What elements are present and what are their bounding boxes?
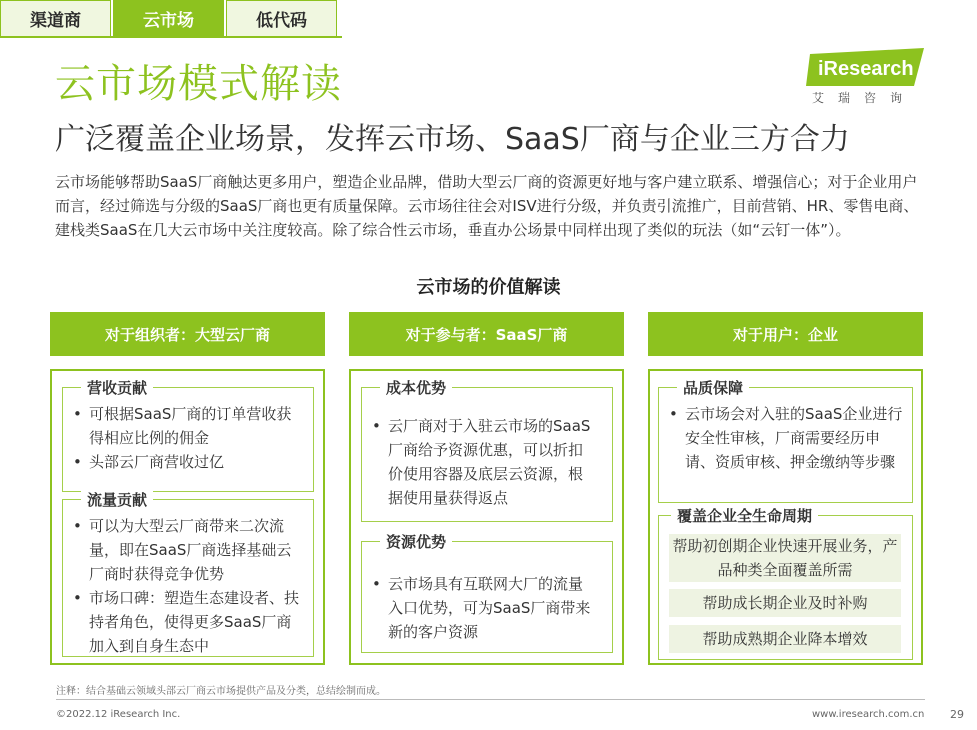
footer-divider: [56, 699, 925, 700]
resource-box: [361, 533, 613, 653]
quality-box: [658, 379, 913, 503]
column-header-user: 对于用户：企业: [648, 312, 923, 356]
page-number: 29: [950, 708, 964, 721]
lifecycle-title: 覆盖企业全生命周期: [671, 505, 818, 526]
cost-bullets: [368, 414, 592, 510]
column-organizer: [50, 369, 325, 665]
revenue-title: 营收贡献: [81, 377, 153, 398]
top-tabs: [0, 0, 339, 38]
logo-text: iResearch: [818, 58, 914, 80]
iresearch-logo: [806, 48, 928, 108]
tab-channel[interactable]: 渠道商: [0, 0, 111, 37]
lifecycle-item-startup: 帮助初创期企业快速开展业务，产品种类全面覆盖所需: [669, 534, 901, 582]
tab-low-code[interactable]: 低代码: [226, 0, 337, 37]
revenue-bullets: [69, 402, 297, 474]
tab-cloud-market[interactable]: 云市场: [113, 0, 224, 37]
intro-paragraph: 云市场能够帮助SaaS厂商触达更多用户，塑造企业品牌，借助大型云厂商的资源更好地与客户建立联系、增强信心；对于企业用户而言，经过筛选与分级的SaaS厂商也更有质量保障。云市场往往会对ISV进行分级，并负责引流推广，目前营销、HR、零售电商、建栈类SaaS在几大云市场中关注度较高。除了综合性云市场，垂直办公场景中同样出现了类似的玩法（如“云钉一体”）。: [55, 173, 919, 239]
resource-title: 资源优势: [380, 531, 452, 552]
list-item: • 云市场具有互联网大厂的流量入口优势，可为SaaS厂商带来新的客户资源: [368, 572, 592, 644]
page-subtitle: 广泛覆盖企业场景，发挥云市场、SaaS厂商与企业三方合力: [55, 122, 850, 157]
list-item: • 头部云厂商营收过亿: [69, 450, 297, 474]
footnote: 注释：结合基础云领域头部云厂商云市场提供产品及分类，总结绘制而成。: [56, 686, 386, 697]
tab-underline: [0, 36, 342, 38]
resource-bullets: [368, 572, 592, 644]
list-item: • 市场口碑：塑造生态建设者、扶持者角色，使得更多SaaS厂商加入到自身生态中: [69, 586, 305, 658]
cost-box: [361, 379, 613, 522]
website-link[interactable]: www.iresearch.com.cn: [812, 709, 925, 720]
column-header-organizer: 对于组织者：大型云厂商: [50, 312, 325, 356]
logo-cn-text: 艾瑞咨询: [812, 91, 917, 105]
traffic-bullets: [69, 514, 305, 658]
list-item: • 云市场会对入驻的SaaS企业进行安全性审核，厂商需要经历申请、资质审核、押金缴纳等步骤: [665, 402, 905, 474]
list-item: • 可以为大型云厂商带来二次流量，即在SaaS厂商选择基础云厂商时获得竞争优势: [69, 514, 305, 586]
lifecycle-item-mature: 帮助成熟期企业降本增效: [669, 625, 901, 653]
traffic-box: [62, 491, 314, 657]
cost-title: 成本优势: [380, 377, 452, 398]
section-title: 云市场的价值解读: [416, 277, 561, 298]
list-item: • 可根据SaaS厂商的订单营收获得相应比例的佣金: [69, 402, 297, 450]
lifecycle-box: [658, 507, 913, 660]
column-user: [648, 369, 923, 665]
copyright: ©2022.12 iResearch Inc.: [56, 709, 181, 720]
quality-title: 品质保障: [677, 377, 749, 398]
column-participant: [349, 369, 624, 665]
page-title: 云市场模式解读: [55, 61, 342, 107]
quality-bullets: [665, 402, 905, 474]
lifecycle-item-growth: 帮助成长期企业及时补购: [669, 589, 901, 617]
traffic-title: 流量贡献: [81, 489, 153, 510]
column-header-participant: 对于参与者：SaaS厂商: [349, 312, 624, 356]
revenue-box: [62, 379, 314, 492]
list-item: • 云厂商对于入驻云市场的SaaS厂商给予资源优惠，可以折扣价使用容器及底层云资源，根据使用量获得返点: [368, 414, 592, 510]
